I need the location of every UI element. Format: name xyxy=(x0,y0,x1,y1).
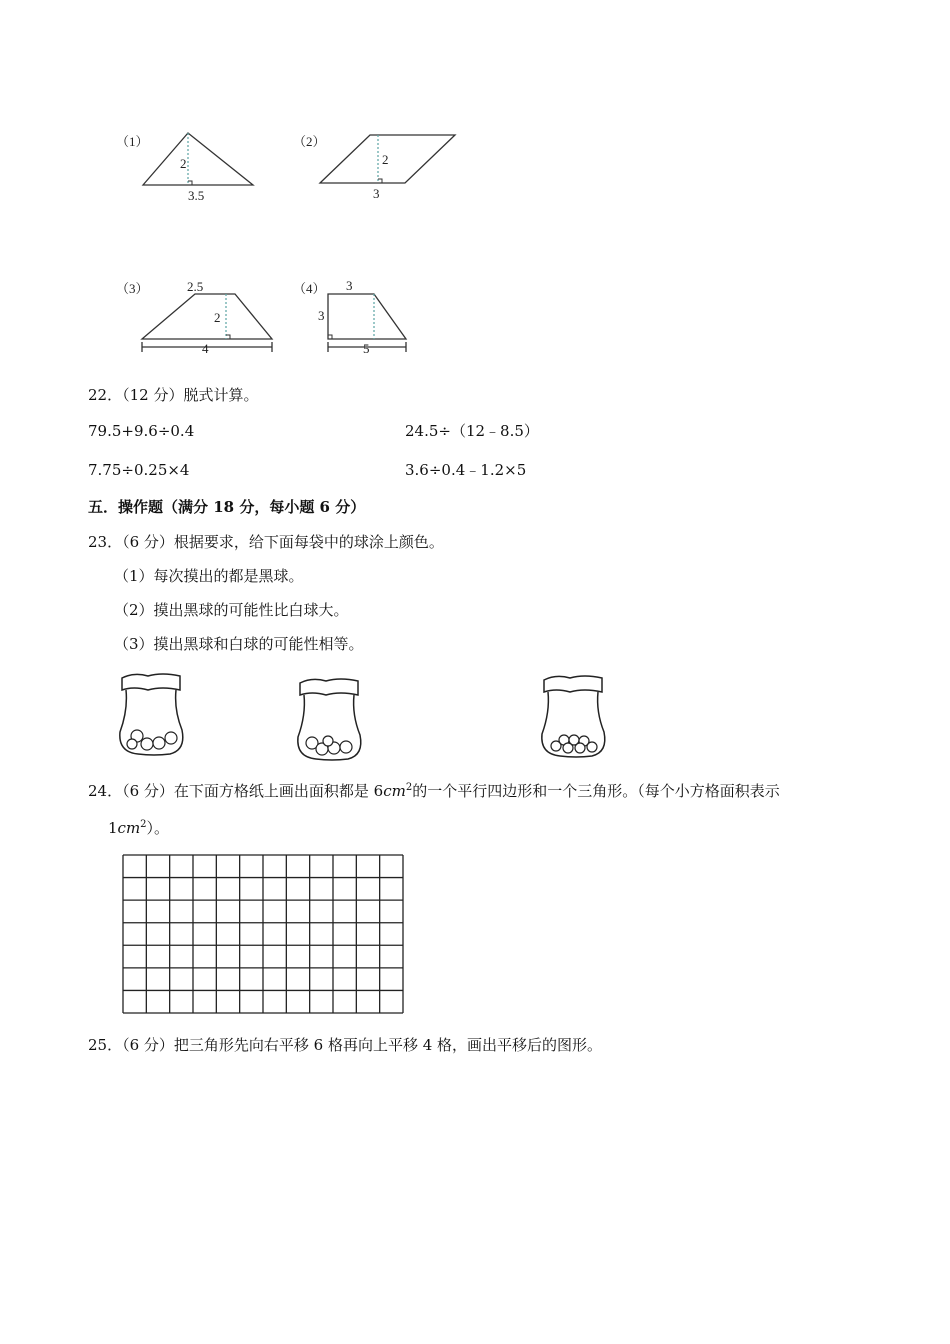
q24-prefix: 24．（6 分）在下面方格纸上画出面积都是 6 xyxy=(88,782,384,800)
figure-4-bottom: 5 xyxy=(363,341,370,356)
q24-sup-2: 2 xyxy=(140,819,147,830)
bag-1[interactable] xyxy=(110,670,192,760)
figure-2-height: 2 xyxy=(382,152,389,167)
figure-2-base: 3 xyxy=(373,186,380,201)
bag-3-ball[interactable] xyxy=(575,743,585,753)
figure-3-height: 2 xyxy=(214,310,221,325)
q22-expr-1: 79.5+9.6÷0.4 xyxy=(88,422,195,440)
q23-item-3: （3）摸出黑球和白球的可能性相等。 xyxy=(114,635,364,653)
figure-1-label: （1） xyxy=(116,134,149,149)
figure-3-label: （3） xyxy=(116,281,149,296)
figure-4-label: （4） xyxy=(293,281,326,296)
q24-suffix: 的一个平行四边形和一个三角形。（每个小方格面积表示 xyxy=(412,782,780,800)
q22-title: 22．（12 分）脱式计算。 xyxy=(88,386,259,404)
figure-1-height: 2 xyxy=(180,156,187,171)
bag-1-ball[interactable] xyxy=(141,738,153,750)
figure-1-base: 3.5 xyxy=(188,188,205,203)
figure-3-trapezoid xyxy=(142,294,272,339)
figure-2-label: （2） xyxy=(293,134,326,149)
q23-title: 23．（6 分）根据要求，给下面每袋中的球涂上颜色。 xyxy=(88,533,444,551)
q23-item-1: （1）每次摸出的都是黑球。 xyxy=(114,567,304,585)
bag-1-ball[interactable] xyxy=(165,732,177,744)
figure-4-top: 3 xyxy=(346,278,353,293)
q24-line2-prefix: 1 xyxy=(108,819,118,837)
figure-3-bottom: 4 xyxy=(202,341,209,356)
bag-3-ball[interactable] xyxy=(587,742,597,752)
q24-sup: 2 xyxy=(405,782,413,793)
q24-title-line2 xyxy=(108,815,169,838)
q24-title xyxy=(88,778,780,801)
q25-title: 25．（6 分）把三角形先向右平移 6 格再向上平移 4 格，画出平移后的图形。 xyxy=(88,1036,603,1054)
grid-paper[interactable] xyxy=(122,854,404,1014)
q24-line2-suffix: ）。 xyxy=(146,819,170,837)
q23-item-2: （2）摸出黑球的可能性比白球大。 xyxy=(114,601,349,619)
bag-2-ball[interactable] xyxy=(340,741,352,753)
q22-expr-4: 3.6÷0.4﹣1.2×5 xyxy=(405,461,527,479)
bag-1-ball[interactable] xyxy=(153,737,165,749)
figure-1-triangle xyxy=(143,133,253,185)
q24-unit: cm xyxy=(383,782,406,800)
figure-4-right-trapezoid xyxy=(328,294,406,339)
bag-1-ball[interactable] xyxy=(127,739,137,749)
bag-2[interactable] xyxy=(288,675,370,765)
q22-expr-2: 24.5÷（12﹣8.5） xyxy=(405,422,539,440)
section-5-heading: 五．操作题（满分 18 分，每小题 6 分） xyxy=(88,498,366,516)
bag-3[interactable] xyxy=(532,672,614,762)
figure-4-left: 3 xyxy=(318,308,325,323)
figure-3-top: 2.5 xyxy=(187,279,204,294)
q22-expr-3: 7.75÷0.25×4 xyxy=(88,461,190,479)
q24-unit-2: cm xyxy=(117,819,141,837)
bag-3-ball[interactable] xyxy=(563,743,573,753)
bag-2-ball[interactable] xyxy=(323,736,333,746)
geometry-figures xyxy=(110,125,470,360)
